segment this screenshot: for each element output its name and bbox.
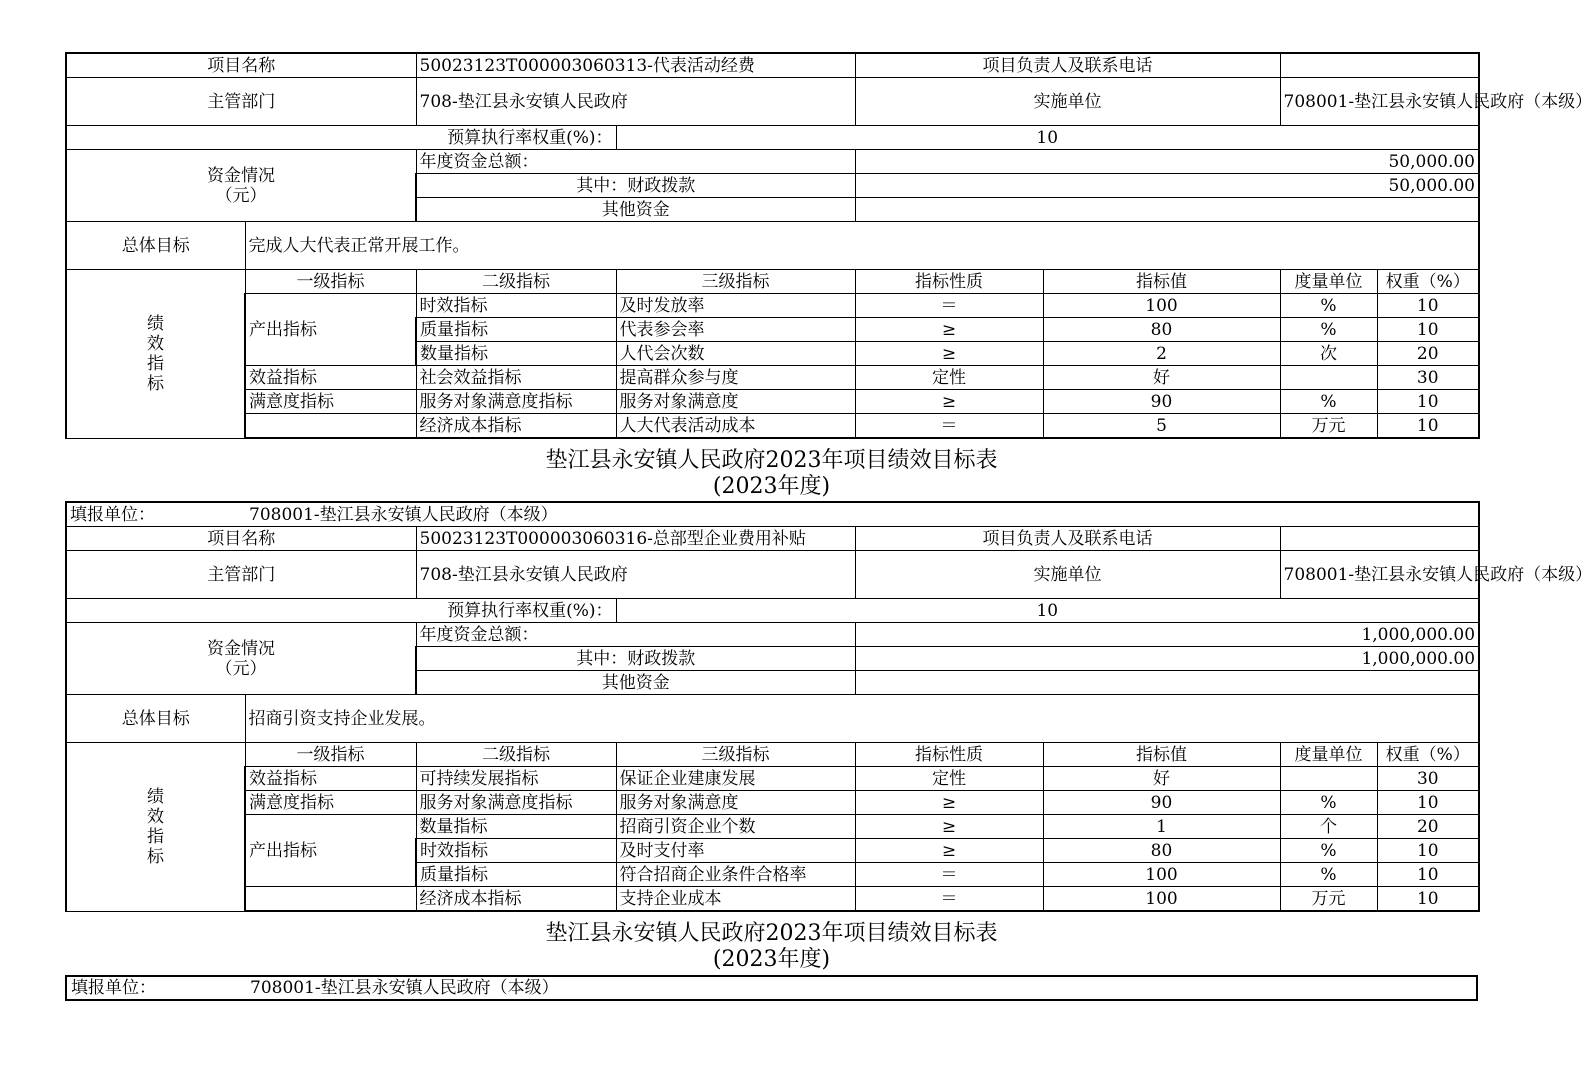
row-value: 90	[1043, 390, 1280, 414]
table-row	[66, 791, 1479, 815]
row-nature: 定性	[855, 366, 1043, 390]
project-name-value: 50023123T000003060313-代表活动经费	[416, 53, 855, 78]
perf-char-2: 效	[147, 806, 164, 827]
row-l2: 经济成本指标	[416, 414, 616, 439]
label-budget-weight: 预算执行率权重(%)：	[66, 599, 616, 623]
label-fill-unit: 填报单位：	[70, 504, 155, 525]
row-value: 1	[1043, 815, 1280, 839]
label-annual-total: 年度资金总额：	[416, 150, 855, 174]
fiscal-value: 1,000,000.00	[855, 647, 1479, 671]
header-nature: 指标性质	[855, 743, 1043, 767]
fill-unit-row-3	[65, 975, 1478, 1001]
label-annual-total: 年度资金总额：	[416, 623, 855, 647]
row-l1: 满意度指标	[245, 791, 416, 815]
row-l2: 时效指标	[416, 839, 616, 863]
table-row	[66, 414, 1479, 439]
perf-table-1	[65, 52, 1592, 439]
label-project-name: 项目名称	[66, 53, 416, 78]
header-unit: 度量单位	[1280, 743, 1377, 767]
row-l1: 效益指标	[245, 366, 416, 390]
row-l2: 质量指标	[416, 863, 616, 887]
perf-char-3: 指	[147, 826, 164, 847]
row-value: 好	[1043, 767, 1280, 791]
row-value: 5	[1043, 414, 1280, 439]
page-title-2	[65, 448, 1478, 500]
perf-char-1: 绩	[147, 786, 164, 807]
table-row	[66, 887, 1479, 912]
row-l3: 保证企业建康发展	[616, 767, 855, 791]
page-title-3	[65, 921, 1478, 973]
title-2-main: 垫江县永安镇人民政府2023年项目绩效目标表	[545, 448, 998, 473]
label-overall-goal: 总体目标	[66, 695, 245, 743]
row-value: 100	[1043, 887, 1280, 912]
other-funds-value	[855, 198, 1479, 222]
header-lvl3: 三级指标	[616, 743, 855, 767]
row-l2: 数量指标	[416, 342, 616, 366]
impl-unit-value: 708001-垫江县永安镇人民政府（本级）	[1280, 551, 1479, 599]
row-l2: 社会效益指标	[416, 366, 616, 390]
contact-value	[1280, 53, 1479, 78]
row-weight: 10	[1377, 839, 1479, 863]
label-fiscal: 其中：财政拨款	[416, 174, 855, 198]
row-unit: 万元	[1280, 887, 1377, 912]
fill-unit-value: 708001-垫江县永安镇人民政府（本级）	[249, 504, 558, 525]
header-weight: 权重（%）	[1377, 743, 1479, 767]
title-3-main: 垫江县永安镇人民政府2023年项目绩效目标表	[545, 921, 998, 946]
dept-value: 708-垫江县永安镇人民政府	[416, 78, 855, 126]
header-value: 指标值	[1043, 743, 1280, 767]
perf-table-2	[65, 501, 1592, 912]
label-performance-indicators	[66, 743, 245, 912]
row-l1: 满意度指标	[245, 390, 416, 414]
row-l2: 服务对象满意度指标	[416, 791, 616, 815]
row-weight: 10	[1377, 863, 1479, 887]
header-lvl1: 一级指标	[245, 743, 416, 767]
row-l3: 及时支付率	[616, 839, 855, 863]
budget-weight-value: 10	[616, 599, 1479, 623]
perf-char-1: 绩	[147, 313, 164, 334]
other-funds-value	[855, 671, 1479, 695]
fiscal-value: 50,000.00	[855, 174, 1479, 198]
header-lvl1: 一级指标	[245, 270, 416, 294]
label-impl-unit: 实施单位	[855, 78, 1280, 126]
row-l1: 效益指标	[245, 767, 416, 791]
row-nature: 定性	[855, 767, 1043, 791]
row-l2: 数量指标	[416, 815, 616, 839]
row-nature: ≥	[855, 390, 1043, 414]
title-3-sub: (2023年度)	[712, 947, 831, 972]
row-l2: 质量指标	[416, 318, 616, 342]
contact-value	[1280, 527, 1479, 551]
header-lvl2: 二级指标	[416, 270, 616, 294]
row-unit: %	[1280, 863, 1377, 887]
row-unit: %	[1280, 791, 1377, 815]
row-unit: %	[1280, 294, 1377, 318]
row-nature: ＝	[855, 294, 1043, 318]
label-dept: 主管部门	[66, 78, 416, 126]
annual-total-value: 1,000,000.00	[855, 623, 1479, 647]
header-unit: 度量单位	[1280, 270, 1377, 294]
row-weight: 10	[1377, 318, 1479, 342]
label-fund-status-line2: （元）	[215, 185, 267, 206]
header-nature: 指标性质	[855, 270, 1043, 294]
fill-unit-row	[66, 502, 1479, 527]
header-lvl2: 二级指标	[416, 743, 616, 767]
row-weight: 10	[1377, 390, 1479, 414]
table-row	[66, 815, 1479, 839]
perf-char-4: 标	[147, 373, 164, 394]
fill-unit-value: 708001-垫江县永安镇人民政府（本级）	[250, 978, 559, 998]
perf-char-4: 标	[147, 846, 164, 867]
row-l3: 符合招商企业条件合格率	[616, 863, 855, 887]
row-unit	[1280, 767, 1377, 791]
row-nature: ≥	[855, 342, 1043, 366]
label-other-funds: 其他资金	[416, 198, 855, 222]
row-l1: 产出指标	[245, 815, 416, 887]
row-l3: 代表参会率	[616, 318, 855, 342]
row-l3: 提高群众参与度	[616, 366, 855, 390]
row-weight: 20	[1377, 815, 1479, 839]
row-l2: 时效指标	[416, 294, 616, 318]
label-fund-status	[66, 623, 416, 695]
row-value: 100	[1043, 863, 1280, 887]
row-unit: %	[1280, 318, 1377, 342]
row-l1: 产出指标	[245, 294, 416, 366]
row-l2: 可持续发展指标	[416, 767, 616, 791]
row-unit: 次	[1280, 342, 1377, 366]
row-unit: %	[1280, 839, 1377, 863]
row-l3: 招商引资企业个数	[616, 815, 855, 839]
row-l3: 服务对象满意度	[616, 390, 855, 414]
label-dept: 主管部门	[66, 551, 416, 599]
row-nature: ＝	[855, 863, 1043, 887]
row-weight: 10	[1377, 294, 1479, 318]
perf-char-2: 效	[147, 333, 164, 354]
annual-total-value: 50,000.00	[855, 150, 1479, 174]
row-value: 2	[1043, 342, 1280, 366]
row-weight: 10	[1377, 791, 1479, 815]
label-fund-status-line1: 资金情况	[207, 638, 275, 659]
row-weight: 30	[1377, 767, 1479, 791]
impl-unit-value: 708001-垫江县永安镇人民政府（本级）	[1280, 78, 1479, 126]
row-l3: 服务对象满意度	[616, 791, 855, 815]
row-unit: %	[1280, 390, 1377, 414]
row-weight: 10	[1377, 414, 1479, 439]
row-l1	[245, 414, 416, 439]
label-fund-status-line2: （元）	[215, 658, 267, 679]
row-l3: 及时发放率	[616, 294, 855, 318]
header-value: 指标值	[1043, 270, 1280, 294]
row-nature: ≥	[855, 839, 1043, 863]
table-row	[66, 767, 1479, 791]
row-weight: 10	[1377, 887, 1479, 912]
title-2-sub: (2023年度)	[712, 474, 831, 499]
perf-char-3: 指	[147, 353, 164, 374]
label-fiscal: 其中：财政拨款	[416, 647, 855, 671]
row-unit: 万元	[1280, 414, 1377, 439]
label-contact: 项目负责人及联系电话	[855, 527, 1280, 551]
row-l2: 经济成本指标	[416, 887, 616, 912]
row-unit	[1280, 366, 1377, 390]
overall-goal-value: 招商引资支持企业发展。	[245, 695, 1479, 743]
label-impl-unit: 实施单位	[855, 551, 1280, 599]
label-other-funds: 其他资金	[416, 671, 855, 695]
dept-value: 708-垫江县永安镇人民政府	[416, 551, 855, 599]
row-nature: ≥	[855, 815, 1043, 839]
project-name-value: 50023123T000003060316-总部型企业费用补贴	[416, 527, 855, 551]
row-value: 80	[1043, 839, 1280, 863]
label-overall-goal: 总体目标	[66, 222, 245, 270]
row-value: 80	[1043, 318, 1280, 342]
row-value: 100	[1043, 294, 1280, 318]
budget-weight-value: 10	[616, 126, 1479, 150]
label-contact: 项目负责人及联系电话	[855, 53, 1280, 78]
row-l1	[245, 887, 416, 912]
label-budget-weight: 预算执行率权重(%)：	[66, 126, 616, 150]
row-nature: ＝	[855, 414, 1043, 439]
table-row	[66, 294, 1479, 318]
row-nature: ≥	[855, 791, 1043, 815]
label-project-name: 项目名称	[66, 527, 416, 551]
row-weight: 20	[1377, 342, 1479, 366]
label-fund-status-line1: 资金情况	[207, 165, 275, 186]
row-weight: 30	[1377, 366, 1479, 390]
header-weight: 权重（%）	[1377, 270, 1479, 294]
overall-goal-value: 完成人大代表正常开展工作。	[245, 222, 1479, 270]
label-fill-unit: 填报单位：	[71, 978, 156, 998]
row-l3: 支持企业成本	[616, 887, 855, 912]
label-performance-indicators	[66, 270, 245, 439]
row-l2: 服务对象满意度指标	[416, 390, 616, 414]
row-value: 90	[1043, 791, 1280, 815]
row-l3: 人大代表活动成本	[616, 414, 855, 439]
table-row	[66, 390, 1479, 414]
row-unit: 个	[1280, 815, 1377, 839]
header-lvl3: 三级指标	[616, 270, 855, 294]
row-l3: 人代会次数	[616, 342, 855, 366]
row-value: 好	[1043, 366, 1280, 390]
table-row	[66, 366, 1479, 390]
row-nature: ≥	[855, 318, 1043, 342]
row-nature: ＝	[855, 887, 1043, 912]
label-fund-status	[66, 150, 416, 222]
